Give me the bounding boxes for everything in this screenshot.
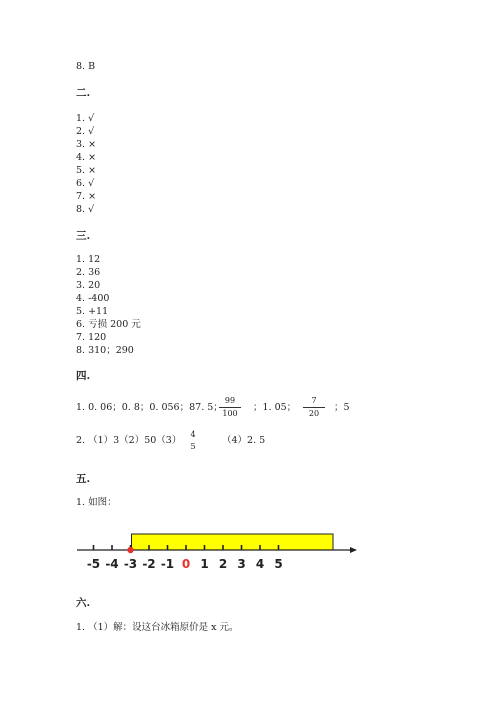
section-4-heading: 四. [76,370,91,382]
highlight-region [132,534,334,550]
section-2-item: 5. × [76,165,97,176]
tick-label: -1 [160,557,175,571]
fraction-denominator: 100 [222,409,238,418]
section-3-item: 6. 亏损 200 元 [76,319,141,330]
section-3-item: 7. 120 [76,332,107,343]
section-3-item: 3. 20 [76,280,101,291]
tick-label: -5 [86,557,101,571]
q4-1-text-b: ；1. 05； [253,402,297,413]
q4-2-text-a: 2. （1）3（2）50（3） [76,435,182,446]
tick-label: 3 [237,557,246,571]
section-6-heading: 六. [76,597,91,609]
q4-2-text-b: （4）2. 5 [222,435,266,446]
section-3-item: 1. 12 [76,254,101,265]
section-2-heading: 二. [76,87,91,99]
q4-1-text-a: 1. 0. 06；0. 8；0. 056；87. 5； [76,402,223,413]
fraction-denominator: 20 [308,409,320,418]
q5-1-text: 1. 如图： [76,497,117,508]
tick-label: 2 [218,557,228,571]
section-2-item: 4. × [76,152,97,163]
section-2-item: 8. √ [76,204,95,215]
tick-label: 1 [200,557,209,571]
fraction-denominator: 5 [190,442,196,451]
section-3-item: 8. 310；290 [76,345,134,356]
start-point-dot [127,547,133,553]
section-2-item: 7. × [76,191,97,202]
q6-1-text: 1. （1）解：设这台冰箱原价是 x 元。 [76,622,239,633]
fraction-numerator: 4 [190,430,196,439]
section-3-heading: 三. [76,230,91,242]
section-2-item: 3. × [76,139,97,150]
axis-arrow [350,547,357,553]
tick-label: 4 [255,557,265,571]
tick-label: -4 [105,557,119,571]
section-3-item: 2. 36 [76,267,101,278]
q4-1-text-c: ；5 [334,402,350,413]
tick-label: 0 [181,557,191,571]
section-3-item: 5. +11 [76,306,109,317]
section-3-item: 4. -400 [76,293,110,304]
section-2-item: 1. √ [76,113,95,124]
section-2-item: 6. √ [76,178,95,189]
fraction-numerator: 99 [219,396,241,408]
tick-label: 5 [274,557,283,571]
section-2-item: 2. √ [76,126,95,137]
section-5-heading: 五. [76,473,91,485]
tick-label: -2 [142,557,156,571]
tick-label: -3 [123,557,138,571]
fraction-numerator: 7 [303,396,325,408]
answer-8-b: 8. B [76,61,96,72]
